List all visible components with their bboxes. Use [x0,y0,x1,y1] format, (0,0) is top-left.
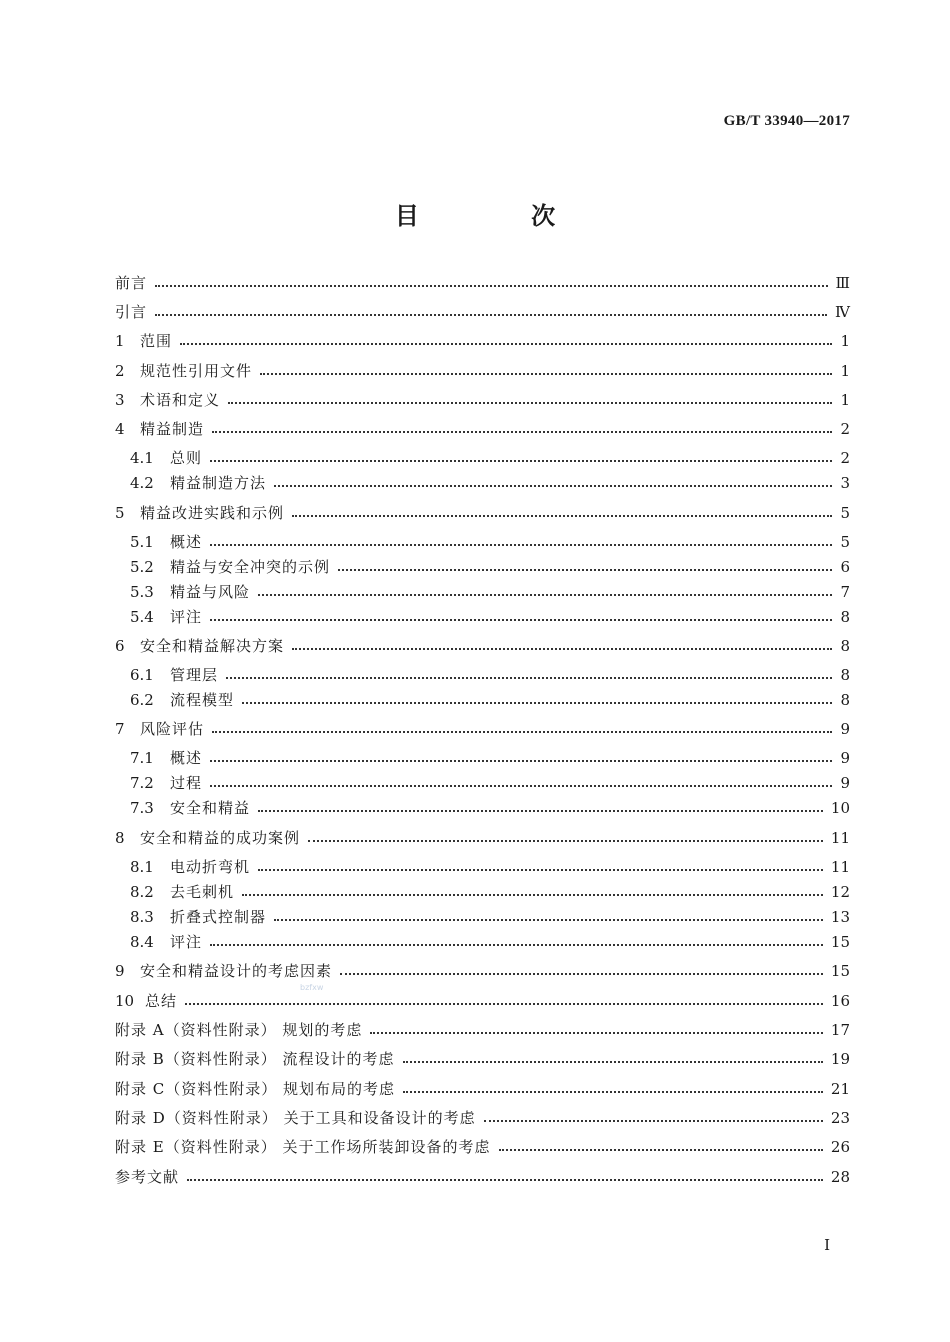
dot-leader [242,702,832,704]
toc-entry-page: 8 [840,691,850,709]
toc-entry[interactable] [115,718,850,740]
dot-leader [403,1091,823,1093]
dot-leader [155,314,827,316]
toc-entry-number: 5.3 [130,583,154,601]
toc-entry-label: 安全和精益 [170,799,251,817]
toc-entry-number: 4.1 [130,449,154,467]
toc-entry-label: 评注 [170,608,203,626]
toc-entry-page: 16 [830,992,850,1010]
toc-entry-label: 安全和精益的成功案例 [140,829,301,847]
toc-entry[interactable] [130,772,850,794]
toc-entry-page: 9 [840,774,850,792]
toc-entry-number: 5 [115,504,125,522]
toc-entry[interactable] [115,960,850,982]
dot-leader [210,460,832,462]
dot-leader [187,1179,823,1181]
dot-leader [210,544,832,546]
toc-entry-page: 2 [840,449,850,467]
toc-entry-number: 1 [115,332,125,350]
toc-entry[interactable] [115,1166,850,1188]
toc-entry-label: 去毛刺机 [170,883,235,901]
dot-leader [340,973,823,975]
toc-entry-number: 3 [115,391,125,409]
dot-leader [484,1120,823,1122]
toc-entry[interactable] [115,330,850,352]
toc-entry[interactable] [130,747,850,769]
dot-leader [210,760,832,762]
toc-entry-number: 7.1 [130,749,154,767]
standard-code: GB/T 33940—2017 [723,113,850,129]
toc-entry-number: 8.4 [130,933,154,951]
toc-entry[interactable] [115,1136,850,1158]
toc-entry-label: 精益制造 [140,420,205,438]
toc-entry[interactable] [130,931,850,953]
dot-leader [210,944,823,946]
toc-entry-number: 7.2 [130,774,154,792]
toc-entry[interactable] [115,418,850,440]
toc-entry[interactable] [130,581,850,603]
toc-entry[interactable] [130,606,850,628]
toc-entry-label: 附录 E（资料性附录） 关于工作场所装卸设备的考虑 [115,1138,491,1156]
toc-entry-label: 总结 [145,992,178,1010]
toc-entry-number: 7.3 [130,799,154,817]
toc-entry-label: 前言 [115,274,148,292]
toc-entry-page: 12 [830,883,850,901]
toc-entry-page: 2 [840,420,850,438]
toc-entry-number: 6.2 [130,691,154,709]
dot-leader [242,894,823,896]
toc-entry-label: 折叠式控制器 [170,908,267,926]
toc-entry-label: 概述 [170,533,203,551]
toc-entry-number: 5.2 [130,558,154,576]
page-title: 目 次 [394,202,608,230]
dot-leader [370,1032,823,1034]
toc-entry-label: 总则 [170,449,203,467]
toc-entry-page: 9 [840,720,850,738]
dot-leader [338,569,832,571]
toc-entry[interactable] [115,990,850,1012]
toc-entry-page: 6 [840,558,850,576]
dot-leader [258,594,832,596]
toc-entry-label: 流程模型 [170,691,235,709]
toc-entry-page: 3 [840,474,850,492]
toc-entry-page: 19 [830,1050,850,1068]
dot-leader [155,285,828,287]
toc-entry-number: 7 [115,720,125,738]
toc-entry-label: 概述 [170,749,203,767]
toc-entry[interactable] [115,1019,850,1041]
toc-entry[interactable] [130,856,850,878]
toc-entry-page: 15 [830,933,850,951]
toc-entry[interactable] [115,635,850,657]
toc-entry-number: 6.1 [130,666,154,684]
toc-entry-label: 引言 [115,303,148,321]
dot-leader [212,731,832,733]
toc-entry-page: 28 [830,1168,850,1186]
dot-leader [292,515,832,517]
toc-entry-page: 8 [840,608,850,626]
toc-entry-label: 安全和精益设计的考虑因素 [140,962,333,980]
toc-entry-number: 6 [115,637,125,655]
toc-entry-label: 范围 [140,332,173,350]
toc-entry-page: 10 [830,799,850,817]
toc-entry-page: 7 [840,583,850,601]
toc-entry[interactable] [130,881,850,903]
toc-entry-label: 管理层 [170,666,219,684]
toc-entry[interactable] [115,1107,850,1129]
toc-entry-number: 5.1 [130,533,154,551]
dot-leader [185,1003,823,1005]
toc-entry-page: 5 [840,533,850,551]
toc-entry[interactable] [130,531,850,553]
toc-entry-label: 过程 [170,774,203,792]
dot-leader [210,619,832,621]
toc-entry[interactable] [115,502,850,524]
toc-entry-page: 26 [830,1138,850,1156]
toc-entry-label: 精益改进实践和示例 [140,504,285,522]
dot-leader [499,1149,823,1151]
dot-leader [228,402,832,404]
toc-entry[interactable] [130,472,850,494]
toc-entry-page: 5 [840,504,850,522]
toc-entry-page: 17 [830,1021,850,1039]
toc-entry-label: 附录 D（资料性附录） 关于工具和设备设计的考虑 [115,1109,476,1127]
dot-leader [180,343,832,345]
toc-entry[interactable] [115,272,850,294]
toc-entry-page: 8 [840,666,850,684]
dot-leader [226,677,832,679]
toc-entry-number: 5.4 [130,608,154,626]
toc-entry-label: 精益与风险 [170,583,251,601]
toc-entry[interactable] [130,447,850,469]
toc-entry-label: 风险评估 [140,720,205,738]
toc-entry[interactable] [115,1048,850,1070]
dot-leader [274,485,832,487]
toc-entry-page: 9 [840,749,850,767]
dot-leader [210,785,832,787]
toc-entry[interactable] [130,906,850,928]
dot-leader [258,869,823,871]
toc-entry-number: 8 [115,829,125,847]
toc-entry-label: 参考文献 [115,1168,180,1186]
toc-entry-label: 术语和定义 [140,391,221,409]
toc-entry-page: 1 [840,362,850,380]
toc-entry-number: 8.1 [130,858,154,876]
watermark: bzfxw [300,983,324,992]
toc-entry-label: 精益制造方法 [170,474,267,492]
toc-entry[interactable] [115,360,850,382]
toc-entry-label: 电动折弯机 [170,858,251,876]
toc-entry-label: 附录 B（资料性附录） 流程设计的考虑 [115,1050,395,1068]
toc-entry-number: 4.2 [130,474,154,492]
toc-entry-number: 2 [115,362,125,380]
toc-entry-page: 21 [830,1080,850,1098]
toc-entry-number: 8.2 [130,883,154,901]
toc-entry-label: 安全和精益解决方案 [140,637,285,655]
footer-page-number: I [824,1236,830,1254]
toc-entry[interactable] [115,827,850,849]
toc-entry-page: 23 [830,1109,850,1127]
dot-leader [292,648,832,650]
toc-entry-page: 1 [840,391,850,409]
toc-entry-label: 规范性引用文件 [140,362,253,380]
toc-entry-page: 11 [830,858,850,876]
toc-entry[interactable] [115,301,850,323]
toc-entry-page: 11 [830,829,850,847]
toc-entry-page: Ⅲ [835,274,850,292]
toc-entry-label: 评注 [170,933,203,951]
dot-leader [308,840,823,842]
dot-leader [403,1061,823,1063]
toc-entry[interactable] [130,797,850,819]
toc-entry[interactable] [130,689,850,711]
toc-entry-label: 附录 C（资料性附录） 规划布局的考虑 [115,1080,396,1098]
toc-entry-number: 4 [115,420,125,438]
dot-leader [212,431,832,433]
toc-entry-label: 附录 A（资料性附录） 规划的考虑 [115,1021,363,1039]
toc-entry-page: 8 [840,637,850,655]
toc-entry-number: 8.3 [130,908,154,926]
toc-entry-label: 精益与安全冲突的示例 [170,558,331,576]
toc-entry-number: 9 [115,962,125,980]
dot-leader [274,919,823,921]
dot-leader [260,373,832,375]
toc-entry[interactable] [115,389,850,411]
toc-entry-page: 1 [840,332,850,350]
toc-entry[interactable] [130,664,850,686]
dot-leader [258,810,823,812]
toc-entry-page: 13 [830,908,850,926]
toc-entry-number: 10 [115,992,135,1010]
toc-entry[interactable] [130,556,850,578]
toc-entry[interactable] [115,1078,850,1100]
toc-entry-page: Ⅳ [835,303,850,321]
toc-entry-page: 15 [830,962,850,980]
